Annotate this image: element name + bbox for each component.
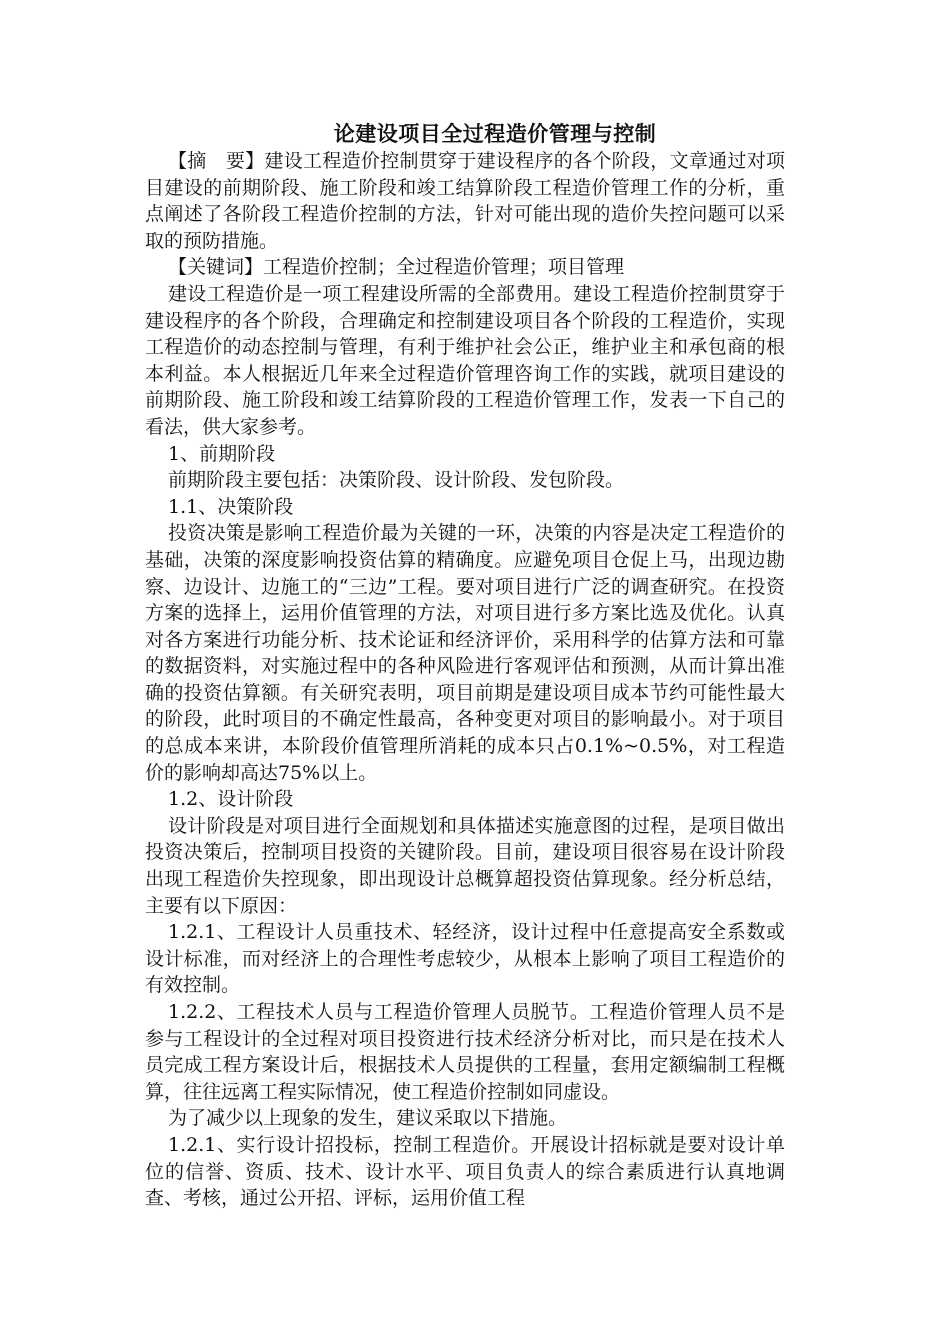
body-paragraph: 前期阶段主要包括：决策阶段、设计阶段、发包阶段。 — [168, 469, 625, 492]
section-heading: 1.2、设计阶段 — [168, 788, 294, 811]
document-body — [145, 120, 785, 1212]
body-paragraph: 设计阶段是对项目进行全面规划和具体描述实施意图的过程，是项目做出投资决策后，控制项目投资的关键阶段。目前，建设项目很容易在设计阶段出现工程造价失控现象，即出现设计总概算超投资估算现象。经分析总结，主要有以下原因： — [145, 814, 785, 917]
section-heading: 1、前期阶段 — [168, 442, 276, 465]
intro-paragraph: 建设工程造价是一项工程建设所需的全部费用。建设工程造价控制贯穿于建设程序的各个阶段，合理确定和控制建设项目各个阶段的工程造价，实现工程造价的动态控制与管理，有利于维护社会公正，维护业主和承包商的根本利益。本人根据近几年来全过程造价管理咨询工作的实践，就项目建设的前期阶段、施工阶段和竣工结算阶段的工程造价管理工作，发表一下自己的看法，供大家参考。 — [145, 282, 785, 438]
body-paragraph: 1.2.1、工程设计人员重技术、轻经济，设计过程中任意提高安全系数或设计标准，而对经济上的合理性考虑较少，从根本上影响了项目工程造价的有效控制。 — [145, 921, 785, 997]
abstract-paragraph: 【摘 要】建设工程造价控制贯穿于建设程序的各个阶段，文章通过对项目建设的前期阶段、施工阶段和竣工结算阶段工程造价管理工作的分析，重点阐述了各阶段工程造价控制的方法，针对可能出现的造价失控问题可以采取的预防措施。 — [145, 150, 785, 252]
keywords-paragraph: 【关键词】工程造价控制；全过程造价管理；项目管理 — [168, 256, 625, 279]
body-paragraph: 1.2.2、工程技术人员与工程造价管理人员脱节。工程造价管理人员不是参与工程设计的全过程对项目投资进行技术经济分析对比，而只是在技术人员完成工程方案设计后，根据技术人员提供的工程量，套用定额编制工程概算，往往远离工程实际情况，使工程造价控制如同虚设。 — [145, 1001, 785, 1103]
body-paragraph: 投资决策是影响工程造价最为关键的一环，决策的内容是决定工程造价的基础，决策的深度影响投资估算的精确度。应避免项目仓促上马，出现边勘察、边设计、边施工的“三边”工程。要对项目进行广泛的调查研究。在投资方案的选择上，运用价值管理的方法，对项目进行多方案比选及优化。认真对各方案进行功能分析、技术论证和经济评价，采用科学的估算方法和可靠的数据资料，对实施过程中的各种风险进行客观评估和预测，从而计算出准确的投资估算额。有关研究表明，项目前期是建设项目成本节约可能性最大的阶段，此时项目的不确定性最高，各种变更对项目的影响最小。对于项目的总成本来讲，本阶段价值管理所消耗的成本只占0.1%~0.5%，对工程造价的影响却高达75%以上。 — [145, 522, 785, 784]
section-heading: 1.1、决策阶段 — [168, 495, 294, 518]
body-paragraph: 1.2.1、实行设计招投标，控制工程造价。开展设计招标就是要对设计单位的信誉、资质、技术、设计水平、项目负责人的综合素质进行认真地调查、考核，通过公开招、评标，运用价值工程 — [145, 1133, 785, 1210]
body-paragraph: 为了减少以上现象的发生，建议采取以下措施。 — [168, 1107, 568, 1130]
document-title: 论建设项目全过程造价管理与控制 — [333, 121, 657, 146]
